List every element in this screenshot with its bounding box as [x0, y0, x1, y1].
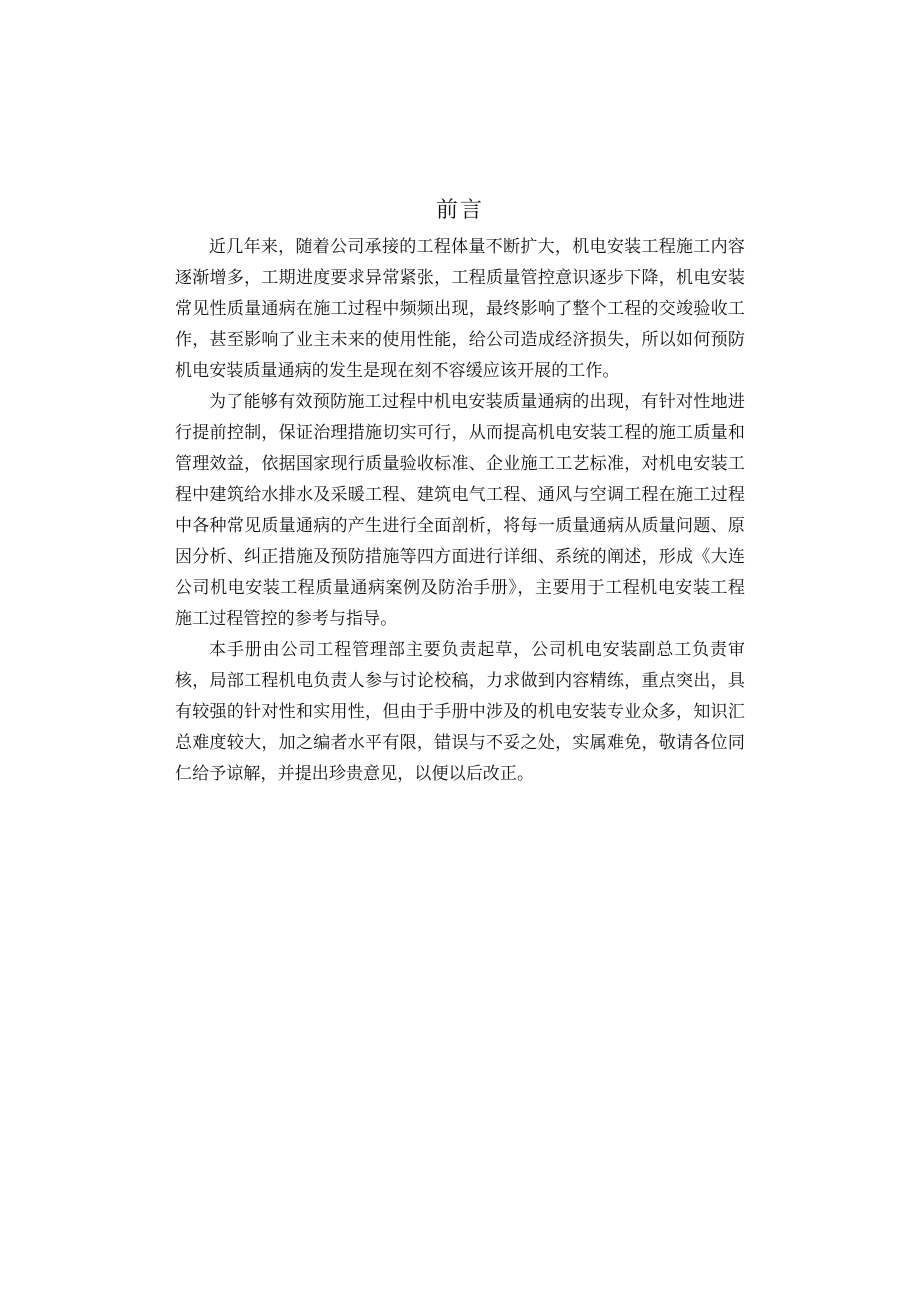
paragraph-1: 近几年来，随着公司承接的工程体量不断扩大，机电安装工程施工内容逐渐增多，工期进度要求异常紧张，工程质量管控意识逐步下降，机电安装常见性质量通病在施工过程中频频出现，最终影响了整个工程的交竣验收工作，甚至影响了业主未来的使用性能，给公司造成经济损失，所以如何预防机电安装质量通病的发生是现在刻不容缓应该开展的工作。 — [175, 237, 745, 381]
paragraph-2: 为了能够有效预防施工过程中机电安装质量通病的出现，有针对性地进行提前控制，保证治理措施切实可行，从而提高机电安装工程的施工质量和管理效益，依据国家现行质量验收标准、企业施工工艺标准，对机电安装工程中建筑给水排水及采暖工程、建筑电气工程、通风与空调工程在施工过程中各种常见质量通病的产生进行全面剖析，将每一质量通病从质量问题、原因分析、纠正措施及预防措施等四方面进行详细、系统的阐述，形成《大连公司机电安装工程质量通病案例及防治手册》，主要用于工程机电安装工程施工过程管控的参考与指导。 — [175, 392, 745, 629]
preface-body — [175, 232, 745, 790]
page-title: 前言 — [435, 198, 484, 223]
paragraph-3: 本手册由公司工程管理部主要负责起草，公司机电安装副总工负责审核，局部工程机电负责人参与讨论校稿，力求做到内容精练，重点突出，具有较强的针对性和实用性，但由于手册中涉及的机电安装专业众多，知识汇总难度较大，加之编者水平有限，错误与不妥之处，实属难免，敬请各位同仁给予谅解，并提出珍贵意见，以便以后改正。 — [175, 640, 745, 784]
